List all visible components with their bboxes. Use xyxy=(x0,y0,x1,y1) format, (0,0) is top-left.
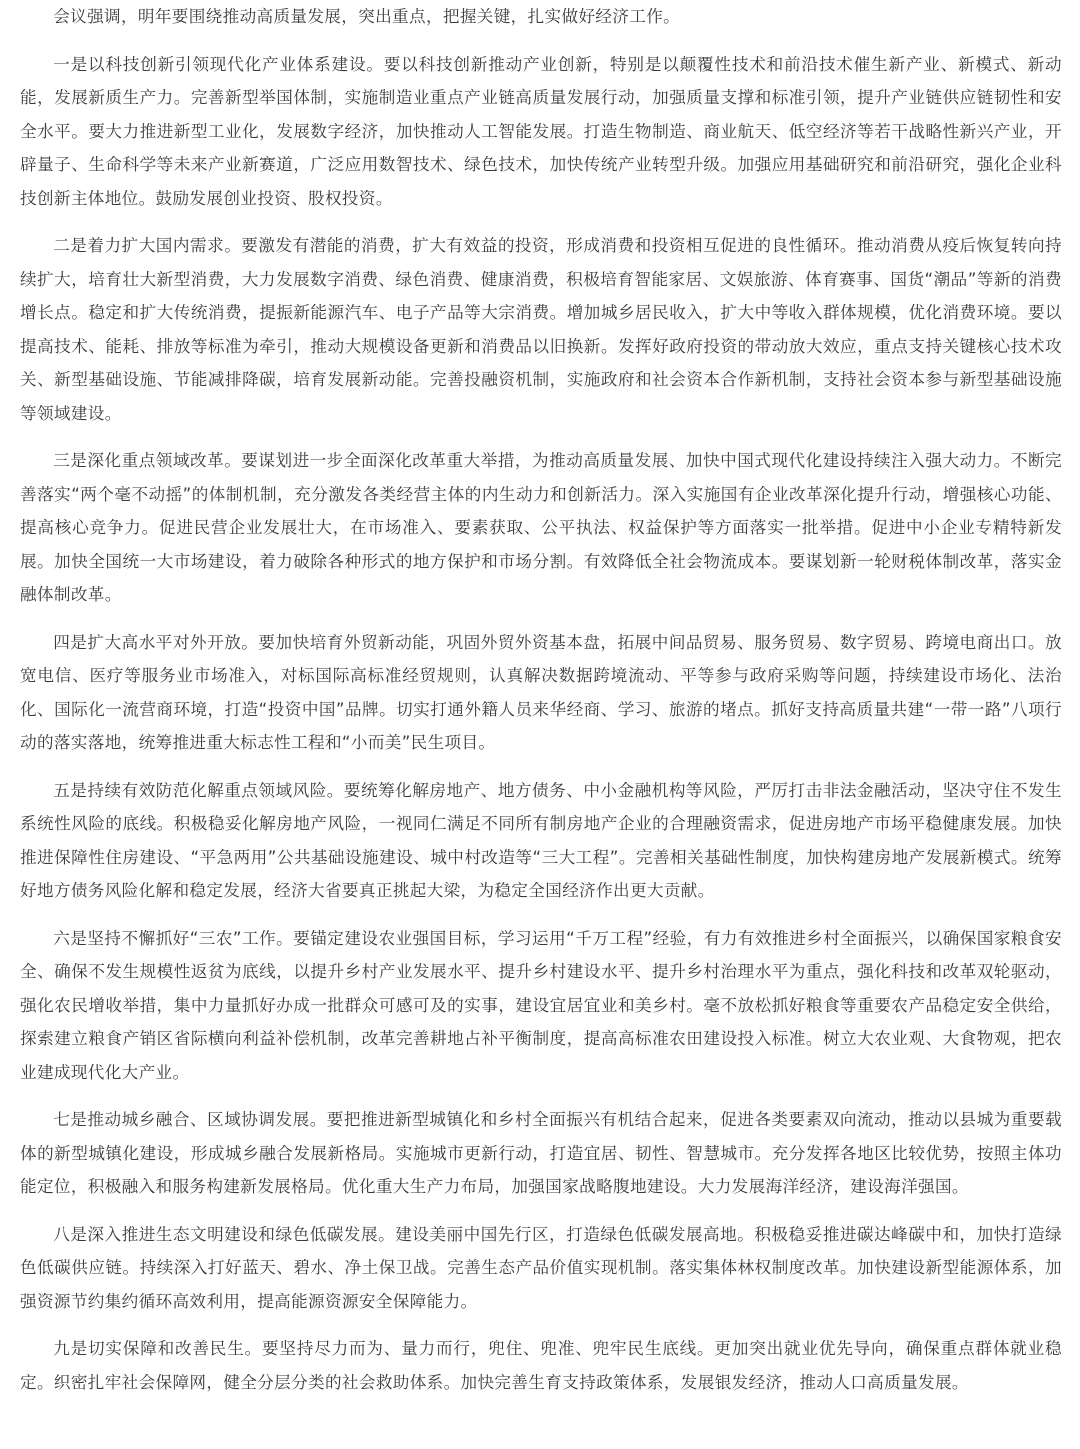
point-2-paragraph: 二是着力扩大国内需求。要激发有潜能的消费，扩大有效益的投资，形成消费和投资相互促进的良性循环。推动消费从疫后恢复转向持续扩大，培育壮大新型消费，大力发展数字消费、绿色消费、健康消费，积极培育智能家居、文娱旅游、体育赛事、国货“潮品”等新的消费增长点。稳定和扩大传统消费，提振新能源汽车、电子产品等大宗消费。增加城乡居民收入，扩大中等收入群体规模，优化消费环境。要以提高技术、能耗、排放等标准为牵引，推动大规模设备更新和消费品以旧换新。发挥好政府投资的带动放大效应，重点支持关键核心技术攻关、新型基础设施、节能减排降碳，培育发展新动能。完善投融资机制，实施政府和社会资本合作新机制，支持社会资本参与新型基础设施等领域建设。 xyxy=(20,236,1062,423)
point-3-paragraph: 三是深化重点领域改革。要谋划进一步全面深化改革重大举措，为推动高质量发展、加快中国式现代化建设持续注入强大动力。不断完善落实“两个毫不动摇”的体制机制，充分激发各类经营主体的内生动力和创新活力。深入实施国有企业改革深化提升行动，增强核心功能、提高核心竞争力。促进民营企业发展壮大，在市场准入、要素获取、公平执法、权益保护等方面落实一批举措。促进中小企业专精特新发展。加快全国统一大市场建设，着力破除各种形式的地方保护和市场分割。有效降低全社会物流成本。要谋划新一轮财税体制改革，落实金融体制改革。 xyxy=(20,451,1062,604)
point-5-paragraph: 五是持续有效防范化解重点领域风险。要统筹化解房地产、地方债务、中小金融机构等风险，严厉打击非法金融活动，坚决守住不发生系统性风险的底线。积极稳妥化解房地产风险，一视同仁满足不同所有制房地产企业的合理融资需求，促进房地产市场平稳健康发展。加快推进保障性住房建设、“平急两用”公共基础设施建设、城中村改造等“三大工程”。完善相关基础性制度，加快构建房地产发展新模式。统筹好地方债务风险化解和稳定发展，经济大省要真正挑起大梁，为稳定全国经济作出更大贡献。 xyxy=(20,780,1062,900)
point-4-paragraph: 四是扩大高水平对外开放。要加快培育外贸新动能，巩固外贸外资基本盘，拓展中间品贸易、服务贸易、数字贸易、跨境电商出口。放宽电信、医疗等服务业市场准入，对标国际高标准经贸规则，认真解决数据跨境流动、平等参与政府采购等问题，持续建设市场化、法治化、国际化一流营商环境，打造“投资中国”品牌。切实打通外籍人员来华经商、学习、旅游的堵点。抓好支持高质量共建“一带一路”八项行动的落实落地，统筹推进重大标志性工程和“小而美”民生项目。 xyxy=(20,632,1062,752)
point-6-paragraph: 六是坚持不懈抓好“三农”工作。要锚定建设农业强国目标，学习运用“千万工程”经验，有力有效推进乡村全面振兴，以确保国家粮食安全、确保不发生规模性返贫为底线，以提升乡村产业发展水平、提升乡村建设水平、提升乡村治理水平为重点，强化科技和改革双轮驱动，强化农民增收举措，集中力量抓好办成一批群众可感可及的实事，建设宜居宜业和美乡村。毫不放松抓好粮食等重要农产品稳定安全供给，探索建立粮食产销区省际横向利益补偿机制，改革完善耕地占补平衡制度，提高高标准农田建设投入标准。树立大农业观、大食物观，把农业建成现代化大产业。 xyxy=(20,928,1062,1082)
point-7-paragraph: 七是推动城乡融合、区域协调发展。要把推进新型城镇化和乡村全面振兴有机结合起来，促进各类要素双向流动，推动以县城为重要载体的新型城镇化建设，形成城乡融合发展新格局。实施城市更新行动，打造宜居、韧性、智慧城市。充分发挥各地区比较优势，按照主体功能定位，积极融入和服务构建新发展格局。优化重大生产力布局，加强国家战略腹地建设。大力发展海洋经济，建设海洋强国。 xyxy=(20,1110,1062,1196)
point-1-paragraph: 一是以科技创新引领现代化产业体系建设。要以科技创新推动产业创新，特别是以颠覆性技术和前沿技术催生新产业、新模式、新动能，发展新质生产力。完善新型举国体制，实施制造业重点产业链高质量发展行动，加强质量支撑和标准引领，提升产业链供应链韧性和安全水平。要大力推进新型工业化，发展数字经济，加快推动人工智能发展。打造生物制造、商业航天、低空经济等若干战略性新兴产业，开辟量子、生命科学等未来产业新赛道，广泛应用数智技术、绿色技术，加快传统产业转型升级。加强应用基础研究和前沿研究，强化企业科技创新主体地位。鼓励发展创业投资、股权投资。 xyxy=(20,54,1062,208)
point-8-paragraph: 八是深入推进生态文明建设和绿色低碳发展。建设美丽中国先行区，打造绿色低碳发展高地。积极稳妥推进碳达峰碳中和，加快打造绿色低碳供应链。持续深入打好蓝天、碧水、净土保卫战。完善生态产品价值实现机制。落实集体林权制度改革。加快建设新型能源体系，加强资源节约集约循环高效利用，提高能源资源安全保障能力。 xyxy=(20,1224,1062,1311)
point-9-paragraph: 九是切实保障和改善民生。要坚持尽力而为、量力而行，兜住、兜准、兜牢民生底线。更加突出就业优先导向，确保重点群体就业稳定。织密扎牢社会保障网，健全分层分类的社会救助体系。加快完善生育支持政策体系，发展银发经济，推动人口高质量发展。 xyxy=(20,1339,1062,1392)
article-body xyxy=(20,0,1062,1399)
intro-paragraph: 会议强调，明年要围绕推动高质量发展，突出重点，把握关键，扎实做好经济工作。 xyxy=(53,7,681,26)
